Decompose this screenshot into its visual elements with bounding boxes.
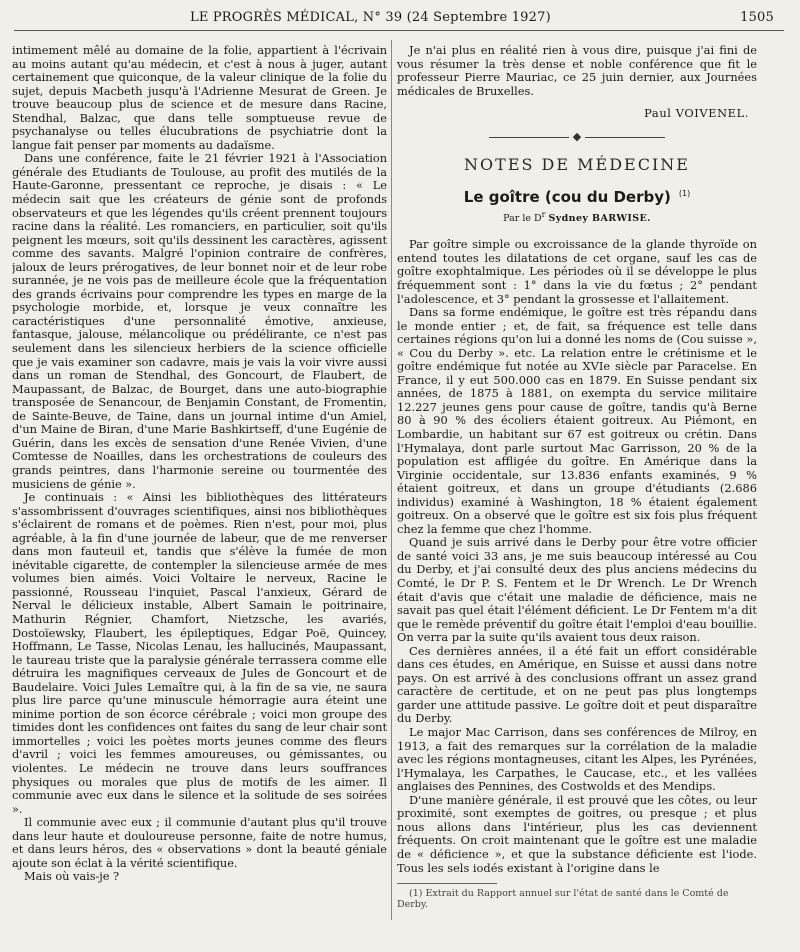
- page-header: [14, 8, 784, 31]
- article-paragraph-2: Dans sa forme endémique, le goître est très répandu dans le monde entier ; et, de fait, sa fréquence est telle dans certaines régions qu'on lui a donné les noms de (Cou suisse », « Cou du Derby ». etc. La relation entre le crétinisme et le goître endémique fut notée au XVIe siècle par Paracelse. En France, il y eut 500.000 cas en 1879. En Suisse pendant six années, de 1875 à 1881, on exempta du service militaire 12.227 jeunes gens pour cause de goître, tandis qu'à Berne 80 à 90 % des écoliers étaient goitreux. Au Piémont, en Lombardie, un habitant sur 67 est goitreux ou crétin. Dans l'Hymalaya, dont parle surtout Mac Garrisson, 20 % de la population est affligée du goître. En Amérique dans la Virginie occidentale, sur 13.836 enfants examinés, 9 % étaient goitreux, et dans un groupe d'étudiants (2.686 individus) examiné à Washington, 18 % étaient également goitreux. On a observé que le goître est six fois plus fréquent chez la femme que chez l'homme.: [397, 305, 757, 536]
- article-paragraph-6: D'une manière générale, il est prouvé que les côtes, ou leur proximité, sont exemptes de goitres, ou presque ; et plus nous allons dans l'intérieur, plus les cas deviennent fréquents. On croit maintenant que le goître est une maladie de « déficience », et que la substance déficiente est l'iode. Tous les sels iodés existant à l'origine dans le: [397, 792, 757, 875]
- journal-title: LE PROGRÈS MÉDICAL, N° 39 (24 Septembre 1927): [190, 10, 551, 25]
- ornament-divider: [397, 130, 757, 143]
- left-paragraph-4: Il communie avec eux ; il communie d'autant plus qu'il trouve dans leur haute et douloureuse personne, faite de notre humus, et dans leurs héros, des « observations » dont la beauté géniale ajoute son éclat à la vérité scientifique.: [12, 815, 387, 870]
- ornament-line-right: [585, 137, 665, 138]
- footnote-rule: [397, 883, 497, 884]
- section-title: NOTES DE MÉDECINE: [464, 155, 690, 175]
- page-number: 1505: [740, 10, 774, 25]
- left-column: [12, 44, 387, 924]
- byline-prefix: Par le D: [503, 213, 542, 225]
- article-paragraph-4: Ces dernières années, il a été fait un effort considérable dans ces études, en Amérique, en Suisse et aussi dans notre pays. On est arrivé à des conclusions offrant un assez grand caractère de certitude, et on ne peut pas plus longtemps garder une attitude passive. Le goître doit et peut disparaître du Derby.: [397, 643, 757, 726]
- footnote: (1) Extrait du Rapport annuel sur l'état de santé dans le Comté de Derby.: [397, 888, 729, 911]
- ornament-line-left: [489, 137, 569, 138]
- left-paragraph-5: Mais où vais-je ?: [24, 869, 120, 884]
- right-column: [397, 44, 757, 936]
- intro-paragraph: Je n'ai plus en réalité rien à vous dire, puisque j'ai fini de vous résumer la très dense et noble conférence que fit le professeur Pierre Mauriac, ce 25 juin dernier, aux Journées médicales de Bruxelles.: [397, 44, 757, 98]
- article-paragraph-3: Quand je suis arrivé dans le Derby pour être votre officier de santé voici 33 ans, je me suis beaucoup intéressé au Cou du Derby, et j'ai consulté deux des plus anciens médecins du Comté, le Dr P. S. Fentem et le Dr Wrench. Le Dr Wrench était d'avis que c'était une maladie de déficience, mais ne savait pas quel était l'élément déficient. Le Dr Fentem m'a dit que le remède préventif du goître était l'emploi d'eau bouillie. On verra par la suite qu'ils avaient tous deux raison.: [397, 535, 757, 645]
- byline-author: Sydney BARWISE.: [548, 213, 651, 225]
- signature: Paul VOIVENEL.: [644, 106, 749, 121]
- article-title: Le goître (cou du Derby): [463, 188, 671, 207]
- byline-sup: r: [541, 210, 546, 220]
- column-divider: [391, 40, 392, 920]
- ornament-glyph: ◆: [572, 130, 582, 144]
- article-title-row: [397, 188, 757, 206]
- byline: [397, 210, 757, 224]
- left-paragraph-3: Je continuais : « Ainsi les bibliothèques des littérateurs s'assombrissent d'ouvrages scientifiques, ainsi nos bibliothèques s'éclairent de romans et de poèmes. Rien n'est, pour moi, plus agréable, à la fin d'une journée de labeur, que de me renverser dans mon fauteuil et, tandis que s'élève la fumée de mon inévitable cigarette, de contempler la silencieuse armée de mes volumes bien aimés. Voici Voltaire le nerveux, Racine le passionné, Rousseau l'inquiet, Pascal l'anxieux, Gérard de Nerval le délicieux instable, Albert Samain le poitrinaire, Mathurin Régnier, Chamfort, Nietzsche, les avariés, Dostoïewsky, Flaubert, les épileptiques, Edgar Poë, Quincey, Hoffmann, Le Tasse, Nicolas Lenau, les hallucinés, Maupassant, le taureau triste que la paralysie générale terrassera comme elle détruira les magnifiques cerveaux de Jules de Goncourt et de Baudelaire. Voici Jules Lemaître qui, à la fin de sa vie, ne saura plus lire parce qu'une minuscule hémorragie aura éteint une minime portion de son écorce cérébrale ; voici mon groupe des timides dont les confidences ont faites du sang de leur chair sont immortelles ; voici les poètes morts jeunes comme des fleurs d'avril ; voici les femmes amoureuses, ou gémissantes, ou violentes. Le médecin ne trouve dans leurs souffrances physiques ou morales que plus de motifs de les aimer. Il communie avec eux dans le silence et la solitude de ses soirées ».: [12, 490, 387, 816]
- article-note-mark: (1): [678, 189, 691, 199]
- article-paragraph-5: Le major Mac Carrison, dans ses conférences de Milroy, en 1913, a fait des remarques sur la corrélation de la maladie avec les régions montagneuses, citant les Alpes, les Pyrénées, l'Hymalaya, les Carpathes, le Caucase, etc., et les vallées anglaises des Pennines, des Costwolds et des Mendips.: [397, 725, 757, 794]
- left-paragraph-2: Dans une conférence, faite le 21 février 1921 à l'Association générale des Etudiants de Toulouse, au profit des mutilés de la Haute-Garonne, pressentant ce reproche, je disais : « Le médecin sait que les créateurs de génie sont de profonds observateurs et que les légendes qu'ils créent prennent toujours racine dans la réalité. Les romanciers, en particulier, soit qu'ils peignent les mœurs, soit qu'ils dessinent les caractères, agissent comme des savants. Malgré l'opinion contraire de confrères, jaloux de leurs prérogatives, de leur bonnet noir et de leur robe surannée, je ne vois pas de meilleure école que la fréquentation des grands écrivains pour comprendre les types en marge de la psychologie morbide, et, lorsque je veux connaître les caractéristiques d'une personnalité émotive, anxieuse, fantasque, jalouse, mélancolique ou prédélirante, ce n'est pas seulement dans les silencieux herbiers de la science officielle que je vais examiner son cadavre, mais je vais la voir vivre aussi dans un roman de Stendhal, des Goncourt, de Flaubert, de Maupassant, de Balzac, de Bourget, dans une auto-biographie transposée de Senancour, de Benjamin Constant, de Fromentin, de Sainte-Beuve, de Taine, dans un journal intime d'un Amiel, d'un Maine de Biran, d'une Marie Bashkirtseff, d'une Eugénie de Guérin, dans les excès de sensation d'une Renée Vivien, d'une Comtesse de Noailles, dans les orchestrations de couleurs des grands peintres, dans l'harmonie sereine ou tourmentée des musiciens de génie ».: [12, 151, 387, 491]
- left-paragraph-1: intimement mêlé au domaine de la folie, appartient à l'écrivain au moins autant qu'au médecin, et c'est à nous à juger, autant certainement que quiconque, de la valeur clinique de la folie du sujet, depuis Macbeth jusqu'à l'Adrienne Mesurat de Green. Je trouve beaucoup plus de science et de mesure dans Racine, Stendhal, Balzac, que dans telle somptueuse revue de psychanalyse ou telles élucubrations de psychiatrie dont la langue fait penser par moments au dadaïsme.: [12, 44, 387, 152]
- article-paragraph-1: Par goître simple ou excroissance de la glande thyroïde on entend toutes les dilatations de cet organe, sauf les cas de goître exophtalmique. Les périodes où il se développe le plus fréquemment sont : 1° dans la vie du fœtus ; 2° pendant l'adolescence, et 3° pendant la grossesse et l'allaitement.: [397, 237, 757, 306]
